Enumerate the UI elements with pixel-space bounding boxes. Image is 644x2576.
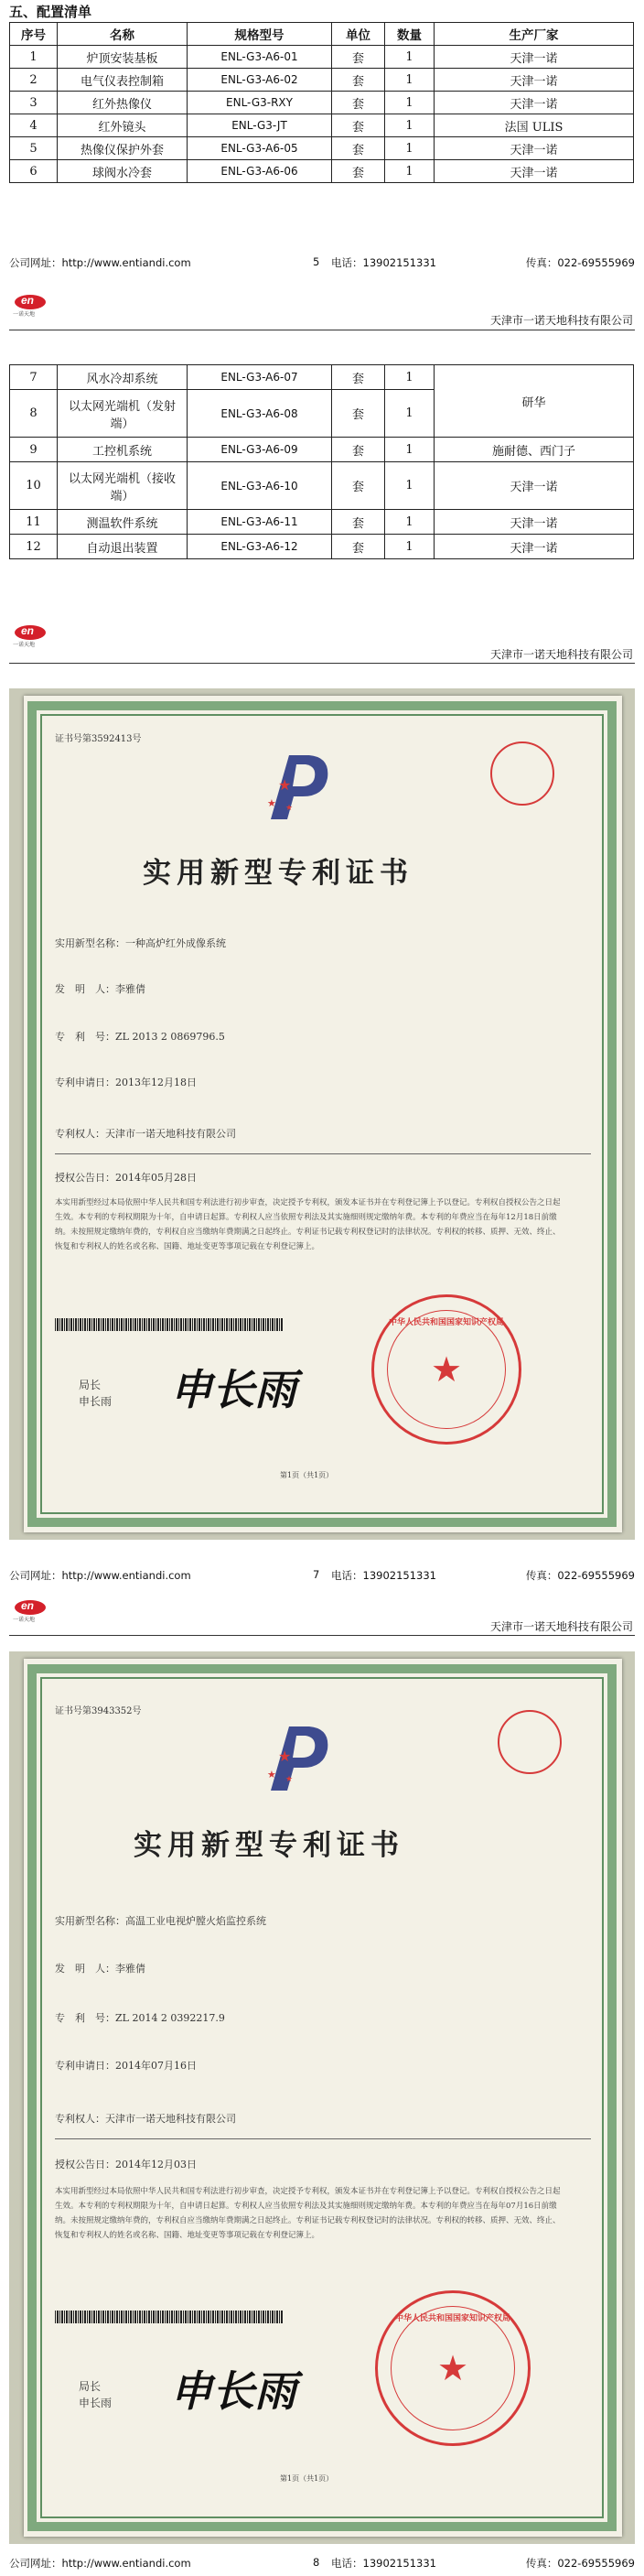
table-row xyxy=(10,438,634,462)
official-seal xyxy=(371,1294,521,1445)
cell-model: ENL-G3-A6-09 xyxy=(188,438,332,462)
cell-unit: 套 xyxy=(332,535,385,559)
cert-body: 本实用新型经过本局依照中华人民共和国专利法进行初步审查，决定授予专利权，颁发本证书并在专利登记簿上予以登记。专利权自授权公告之日起生效。本专利的专利权期限为十年，自申请日起算。专利权人应当依照专利法及其实施细则规定缴纳年费。本专利的年费应当在每年12月18日前缴纳。未按照规定缴纳年费的，专利权自应当缴纳年费期满之日起终止。专利证书记载专利权登记时的法律状况。专利权的转移、质押、无效、终止、恢复和专利权人的姓名或名称、国籍、地址变更等事项记载在专利登记簿上。 xyxy=(55,1198,561,1251)
table-row xyxy=(10,535,634,559)
footer-fax: 传真：022-69555969 xyxy=(525,256,635,269)
cell-qty: 1 xyxy=(385,114,435,137)
cell-name: 测温软件系统 xyxy=(58,510,188,535)
cell-qty: 1 xyxy=(385,69,435,92)
cell-qty: 1 xyxy=(385,92,435,114)
patent-office-emblem-icon xyxy=(252,1717,344,1800)
certificate-inner-border xyxy=(40,714,604,1514)
cell-maker: 天津一诺 xyxy=(435,137,634,160)
cell-model: ENL-G3-A6-07 xyxy=(188,365,332,390)
cell-no: 11 xyxy=(10,510,58,535)
table-row xyxy=(10,365,634,390)
table-row xyxy=(10,114,634,137)
cert-page: 第1页（共1页） xyxy=(280,1471,334,1479)
cert-page: 第1页（共1页） xyxy=(280,2474,334,2483)
patent-certificate-1 xyxy=(9,688,635,1540)
cert-number: 证书号第3592413号 xyxy=(55,734,142,744)
cert-patentee: 专利权人：天津市一诺天地科技有限公司 xyxy=(55,2113,236,2125)
header-maker: 生产厂家 xyxy=(435,23,634,46)
cell-name: 以太网光端机（接收端） xyxy=(58,462,188,510)
svg-text:★: ★ xyxy=(267,797,276,809)
cert-patent-no: 专 利 号：ZL 2013 2 0869796.5 xyxy=(55,1031,225,1043)
cell-model: ENL-G3-A6-01 xyxy=(188,46,332,69)
cell-qty: 1 xyxy=(385,365,435,390)
certificate-paper xyxy=(24,1659,622,2537)
cell-no: 2 xyxy=(10,69,58,92)
cell-no: 9 xyxy=(10,438,58,462)
cell-unit: 套 xyxy=(332,137,385,160)
logo-sub: 一诺天地 xyxy=(13,642,36,648)
cert-divider xyxy=(55,2138,591,2139)
header-rule xyxy=(9,663,635,664)
cell-qty: 1 xyxy=(385,438,435,462)
footer-site: 公司网址：http://www.entiandi.com xyxy=(9,2557,191,2570)
cell-maker: 天津一诺 xyxy=(435,510,634,535)
patent-certificate-2 xyxy=(9,1651,635,2544)
cert-inventor: 发 明 人：李雅倩 xyxy=(55,983,145,995)
cell-unit: 套 xyxy=(332,390,385,438)
header-qty: 数量 xyxy=(385,23,435,46)
cell-name: 红外镜头 xyxy=(58,114,188,137)
cert-divider xyxy=(55,1153,591,1154)
cell-no: 5 xyxy=(10,137,58,160)
cert-invention-name: 实用新型名称：一种高炉红外成像系统 xyxy=(55,937,226,949)
cell-unit: 套 xyxy=(332,510,385,535)
cell-maker: 天津一诺 xyxy=(435,46,634,69)
footer-page: 5 xyxy=(313,255,320,268)
cell-qty: 1 xyxy=(385,137,435,160)
cell-unit: 套 xyxy=(332,365,385,390)
cell-qty: 1 xyxy=(385,46,435,69)
barcode xyxy=(55,1318,284,1331)
cert-number: 证书号第3943352号 xyxy=(55,1706,142,1716)
logo-text: en xyxy=(21,294,35,307)
cell-qty: 1 xyxy=(385,160,435,183)
cell-name: 自动退出装置 xyxy=(58,535,188,559)
certificate-paper xyxy=(24,696,622,1532)
cert-grant-date: 授权公告日：2014年05月28日 xyxy=(55,1172,197,1184)
cert-invention-name: 实用新型名称：高温工业电视炉膛火焰监控系统 xyxy=(55,1915,266,1927)
table-row xyxy=(10,46,634,69)
footer-site: 公司网址：http://www.entiandi.com xyxy=(9,1569,191,1582)
table-row xyxy=(10,510,634,535)
cell-name: 红外热像仪 xyxy=(58,92,188,114)
header-unit: 单位 xyxy=(332,23,385,46)
cell-unit: 套 xyxy=(332,92,385,114)
table-row xyxy=(10,160,634,183)
cell-no: 8 xyxy=(10,390,58,438)
seal-text: 中华人民共和国国家知识产权局 xyxy=(394,2314,510,2323)
cert-filing-date: 专利申请日：2013年12月18日 xyxy=(55,1077,197,1088)
cell-unit: 套 xyxy=(332,69,385,92)
cell-model: ENL-G3-A6-10 xyxy=(188,462,332,510)
footer-site: 公司网址：http://www.entiandi.com xyxy=(9,256,191,269)
cell-maker: 施耐德、西门子 xyxy=(435,438,634,462)
cell-qty: 1 xyxy=(385,462,435,510)
section-title: 五、配置清单 xyxy=(9,4,92,20)
footer-fax: 传真：022-69555969 xyxy=(525,1569,635,1582)
cell-maker: 天津一诺 xyxy=(435,160,634,183)
cell-name: 球阀水冷套 xyxy=(58,160,188,183)
director-signature: 申长雨 xyxy=(170,1365,296,1414)
seal-star-icon: ★ xyxy=(436,2348,469,2388)
cell-qty: 1 xyxy=(385,535,435,559)
barcode xyxy=(55,2311,284,2323)
director-signature: 申长雨 xyxy=(170,2366,296,2416)
table-header-row xyxy=(10,23,634,46)
logo-sub: 一诺天地 xyxy=(13,1617,36,1623)
header-no: 序号 xyxy=(10,23,58,46)
cell-name: 炉顶安装基板 xyxy=(58,46,188,69)
table-row xyxy=(10,92,634,114)
cell-no: 10 xyxy=(10,462,58,510)
svg-text:★: ★ xyxy=(278,1748,292,1765)
cell-model: ENL-G3-A6-06 xyxy=(188,160,332,183)
cell-model: ENL-G3-A6-11 xyxy=(188,510,332,535)
footer-tel: 电话：13902151331 xyxy=(331,256,436,269)
cell-name: 热像仪保护外套 xyxy=(58,137,188,160)
company-name: 天津市一诺天地科技有限公司 xyxy=(489,1620,633,1633)
cell-model: ENL-G3-A6-12 xyxy=(188,535,332,559)
cell-model: ENL-G3-A6-02 xyxy=(188,69,332,92)
table-row xyxy=(10,69,634,92)
cell-no: 3 xyxy=(10,92,58,114)
config-table-1 xyxy=(9,22,634,183)
logo-sub: 一诺天地 xyxy=(13,311,36,318)
small-red-stamp xyxy=(498,1710,562,1774)
cell-maker: 法国 ULIS xyxy=(435,114,634,137)
cell-maker: 天津一诺 xyxy=(435,462,634,510)
cell-no: 12 xyxy=(10,535,58,559)
seal-text: 中华人民共和国国家知识产权局 xyxy=(388,1318,504,1327)
cell-no: 6 xyxy=(10,160,58,183)
cell-no: 4 xyxy=(10,114,58,137)
cell-model: ENL-G3-A6-08 xyxy=(188,390,332,438)
cell-qty: 1 xyxy=(385,510,435,535)
footer-page: 8 xyxy=(313,2556,320,2569)
cell-unit: 套 xyxy=(332,114,385,137)
cert-title: 实用新型专利证书 xyxy=(143,857,413,890)
header-model: 规格型号 xyxy=(188,23,332,46)
seal-star-icon: ★ xyxy=(430,1349,463,1390)
cert-patent-no: 专 利 号：ZL 2014 2 0392217.9 xyxy=(55,2012,225,2024)
cert-inventor: 发 明 人：李雅倩 xyxy=(55,1963,145,1975)
table-row xyxy=(10,462,634,510)
cell-name: 以太网光端机（发射端） xyxy=(58,390,188,438)
cell-maker: 天津一诺 xyxy=(435,92,634,114)
cert-filing-date: 专利申请日：2014年07月16日 xyxy=(55,2060,197,2072)
patent-office-emblem-icon xyxy=(252,746,344,828)
footer-tel: 电话：13902151331 xyxy=(331,1569,436,1582)
svg-text:★: ★ xyxy=(267,1769,276,1780)
svg-text:★: ★ xyxy=(285,804,294,813)
table-row xyxy=(10,137,634,160)
cell-unit: 套 xyxy=(332,462,385,510)
footer-tel: 电话：13902151331 xyxy=(331,2557,436,2570)
cert-director: 局长 申长雨 xyxy=(79,1379,113,1408)
cert-director: 局长 申长雨 xyxy=(79,2380,113,2409)
cell-maker: 研华 xyxy=(435,365,634,438)
config-table-2 xyxy=(9,364,634,559)
cell-model: ENL-G3-RXY xyxy=(188,92,332,114)
cell-unit: 套 xyxy=(332,160,385,183)
svg-text:★: ★ xyxy=(285,1775,294,1784)
header-rule xyxy=(9,1635,635,1636)
company-logo xyxy=(11,294,53,318)
cell-no: 1 xyxy=(10,46,58,69)
logo-text: en xyxy=(21,1599,35,1612)
cell-name: 电气仪表控制箱 xyxy=(58,69,188,92)
cell-maker: 天津一诺 xyxy=(435,535,634,559)
company-name: 天津市一诺天地科技有限公司 xyxy=(489,648,633,661)
cell-no: 7 xyxy=(10,365,58,390)
official-seal xyxy=(375,2290,531,2446)
cell-name: 风水冷却系统 xyxy=(58,365,188,390)
cell-name: 工控机系统 xyxy=(58,438,188,462)
cell-unit: 套 xyxy=(332,46,385,69)
small-red-stamp xyxy=(490,741,554,806)
company-name: 天津市一诺天地科技有限公司 xyxy=(489,314,633,327)
cert-title: 实用新型专利证书 xyxy=(134,1829,404,1862)
header-name: 名称 xyxy=(58,23,188,46)
cell-model: ENL-G3-JT xyxy=(188,114,332,137)
cert-patentee: 专利权人：天津市一诺天地科技有限公司 xyxy=(55,1128,236,1140)
cell-maker: 天津一诺 xyxy=(435,69,634,92)
logo-text: en xyxy=(21,624,35,637)
company-logo xyxy=(11,624,53,648)
cert-grant-date: 授权公告日：2014年12月03日 xyxy=(55,2159,197,2170)
cell-model: ENL-G3-A6-05 xyxy=(188,137,332,160)
footer-fax: 传真：022-69555969 xyxy=(525,2557,635,2570)
cert-body: 本实用新型经过本局依照中华人民共和国专利法进行初步审查，决定授予专利权，颁发本证书并在专利登记簿上予以登记。专利权自授权公告之日起生效。本专利的专利权期限为十年，自申请日起算。专利权人应当依照专利法及其实施细则规定缴纳年费。本专利的年费应当在每年07月16日前缴纳。未按照规定缴纳年费的，专利权自应当缴纳年费期满之日起终止。专利证书记载专利权登记时的法律状况。专利权的转移、质押、无效、终止、恢复和专利权人的姓名或名称、国籍、地址变更等事项记载在专利登记簿上。 xyxy=(55,2187,561,2240)
svg-text:★: ★ xyxy=(278,776,292,794)
cell-qty: 1 xyxy=(385,390,435,438)
company-logo xyxy=(11,1599,53,1623)
footer-page: 7 xyxy=(313,1568,320,1581)
cell-unit: 套 xyxy=(332,438,385,462)
